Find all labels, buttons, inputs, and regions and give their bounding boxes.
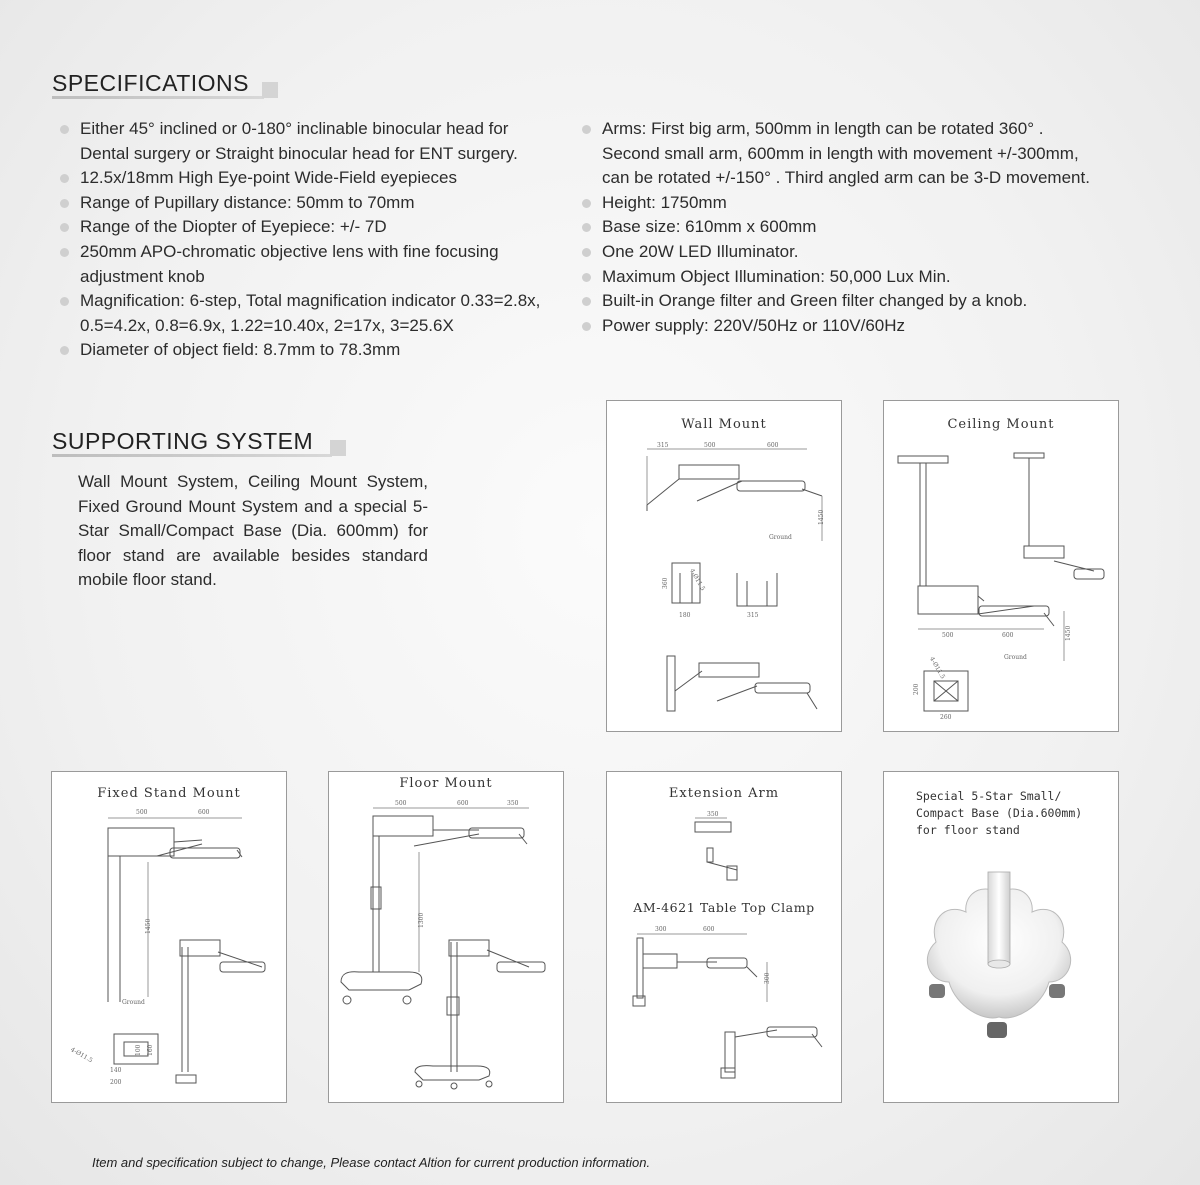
- dim-600: 600: [1002, 632, 1014, 639]
- spec-left-item-line: Range of Pupillary distance: 50mm to 70mm: [80, 192, 415, 212]
- fixed-stand-mount-title: Fixed Stand Mount: [97, 786, 241, 801]
- compact-base-title-line-2: Compact Base (Dia.600mm): [916, 806, 1083, 820]
- dim-140: 140: [110, 1067, 122, 1074]
- dim-600: 600: [767, 442, 779, 449]
- spec-left-item: [56, 191, 576, 216]
- spec-right-item: [578, 191, 1138, 216]
- spec-right-item-line: Power supply: 220V/50Hz or 110V/60Hz: [602, 315, 906, 335]
- ceiling-mount-drawing: [884, 401, 1119, 732]
- dim-600: 600: [457, 800, 469, 807]
- spec-right-item: [578, 117, 1138, 191]
- dim-500: 500: [704, 442, 716, 449]
- extension-arm-drawing: [607, 772, 842, 1103]
- base-pole: [988, 872, 1010, 964]
- dim-1300: 1300: [418, 912, 425, 928]
- dim-1450: 1450: [818, 509, 825, 525]
- spec-right-item-line: Height: 1750mm: [602, 192, 727, 212]
- fixed-stand-mount-drawing: [52, 772, 287, 1103]
- dim-360: 360: [662, 577, 669, 589]
- table-top-clamp-title: AM-4621 Table Top Clamp: [633, 900, 815, 915]
- spec-left-item-line: Diameter of object field: 8.7mm to 78.3mm: [80, 340, 401, 360]
- compact-base-title-line-1: Special 5-Star Small/: [916, 789, 1062, 803]
- spec-right-item: [578, 265, 1138, 290]
- dim-ground: Ground: [1004, 654, 1027, 661]
- dim-500: 500: [395, 800, 407, 807]
- spec-left-item: [56, 166, 576, 191]
- dim-350: 350: [507, 800, 519, 807]
- dim-100: 100: [135, 1044, 142, 1056]
- specifications-underline: [52, 96, 264, 99]
- caster-left: [929, 984, 945, 998]
- dim-1450: 1450: [1065, 625, 1072, 641]
- dim-260: 260: [940, 714, 952, 721]
- spec-left-item-line: Magnification: 6-step, Total magnification indicator 0.33=2.8x,: [80, 291, 541, 311]
- caster-right: [1049, 984, 1065, 998]
- wall-mount-title: Wall Mount: [681, 417, 767, 432]
- spec-left-item-line: 250mm APO-chromatic objective lens with fine focusing: [80, 241, 499, 261]
- spec-left-item: [56, 240, 576, 289]
- dim-hole: 4-Ø11.5: [928, 655, 947, 681]
- dim-600: 600: [198, 809, 210, 816]
- floor-mount-title: Floor Mount: [399, 776, 493, 791]
- compact-base-illustration: [884, 772, 1119, 1103]
- wall-mount-drawing: [607, 401, 842, 732]
- dim-200: 200: [913, 683, 920, 695]
- spec-list-right: [578, 117, 1138, 338]
- dim-160: 160: [147, 1044, 154, 1056]
- spec-left-item-line: 0.5=4.2x, 0.8=6.9x, 1.22=10.40x, 2=17x, 3=25.6X: [80, 315, 454, 335]
- spec-right-item-line: Built-in Orange filter and Green filter changed by a knob.: [602, 291, 1028, 311]
- specifications-title: SPECIFICATIONS: [52, 70, 249, 96]
- supporting-system-text: Wall Mount System, Ceiling Mount System, Fixed Ground Mount System and a special 5-Star Small/Compact Base (Dia. 600mm) for floor stand are available besides standard mobile floor stand.: [78, 472, 428, 589]
- dim-300b: 300: [764, 972, 771, 984]
- spec-left-item: [56, 338, 576, 363]
- dim-315: 315: [657, 442, 669, 449]
- spec-left-item: [56, 117, 576, 166]
- dim-1450: 1450: [145, 918, 152, 934]
- spec-left-item-line: 12.5x/18mm High Eye-point Wide-Field eyepieces: [80, 168, 458, 188]
- wall-mount-panel: [606, 400, 842, 732]
- spec-right-item: [578, 314, 1138, 339]
- spec-right-item: [578, 215, 1138, 240]
- spec-right-item-line: Second small arm, 600mm in length with movement +/-300mm,: [602, 143, 1079, 163]
- dim-600: 600: [703, 926, 715, 933]
- supporting-system-title: SUPPORTING SYSTEM: [52, 428, 314, 454]
- floor-mount-panel: [328, 771, 564, 1103]
- spec-list-left: [56, 117, 576, 363]
- compact-base-panel: [883, 771, 1119, 1103]
- dim-315b: 315: [747, 612, 759, 619]
- dim-180: 180: [679, 612, 691, 619]
- dim-350: 350: [707, 811, 719, 818]
- dim-500: 500: [136, 809, 148, 816]
- spec-right-item: [578, 240, 1138, 265]
- fixed-stand-mount-panel: [51, 771, 287, 1103]
- spec-right-item: [578, 289, 1138, 314]
- spec-right-item-line: Maximum Object Illumination: 50,000 Lux Min.: [602, 266, 951, 286]
- spec-left-item-line: Either 45° inclined or 0-180° inclinable binocular head for: [80, 119, 509, 138]
- spec-left-item: [56, 215, 576, 240]
- dim-hole: 4-Ø11.5: [688, 567, 707, 593]
- extension-arm-panel: [606, 771, 842, 1103]
- spec-left-item-line: adjustment knob: [80, 266, 205, 286]
- spec-left-item-line: Dental surgery or Straight binocular head for ENT surgery.: [80, 143, 518, 163]
- dim-300: 300: [655, 926, 667, 933]
- supporting-system-square: [330, 440, 346, 456]
- ceiling-mount-panel: [883, 400, 1119, 732]
- extension-arm-title: Extension Arm: [668, 786, 780, 801]
- dim-ground: Ground: [122, 999, 145, 1006]
- spec-right-item-line: One 20W LED Illuminator.: [602, 241, 799, 261]
- caster-front: [987, 1022, 1007, 1038]
- spec-right-item-line: Base size: 610mm x 600mm: [602, 217, 817, 237]
- floor-mount-drawing: [329, 772, 564, 1103]
- ceiling-mount-title: Ceiling Mount: [947, 417, 1055, 432]
- dim-hole: 4-Ø11.5: [69, 1046, 94, 1065]
- supporting-system-underline: [52, 454, 332, 457]
- dim-200: 200: [110, 1079, 122, 1086]
- spec-left-item-line: Range of the Diopter of Eyepiece: +/- 7D: [80, 217, 387, 237]
- footer-note: Item and specification subject to change, Please contact Altion for current production information.: [92, 1155, 651, 1170]
- compact-base-title-line-3: for floor stand: [916, 823, 1020, 837]
- spec-right-item-line: Arms: First big arm, 500mm in length can be rotated 360° .: [602, 119, 1044, 138]
- spec-left-item: [56, 289, 576, 338]
- dim-500: 500: [942, 632, 954, 639]
- spec-right-item-line: can be rotated +/-150° . Third angled arm can be 3-D movement.: [602, 168, 1090, 188]
- dim-ground: Ground: [769, 534, 792, 541]
- specifications-square: [262, 82, 278, 98]
